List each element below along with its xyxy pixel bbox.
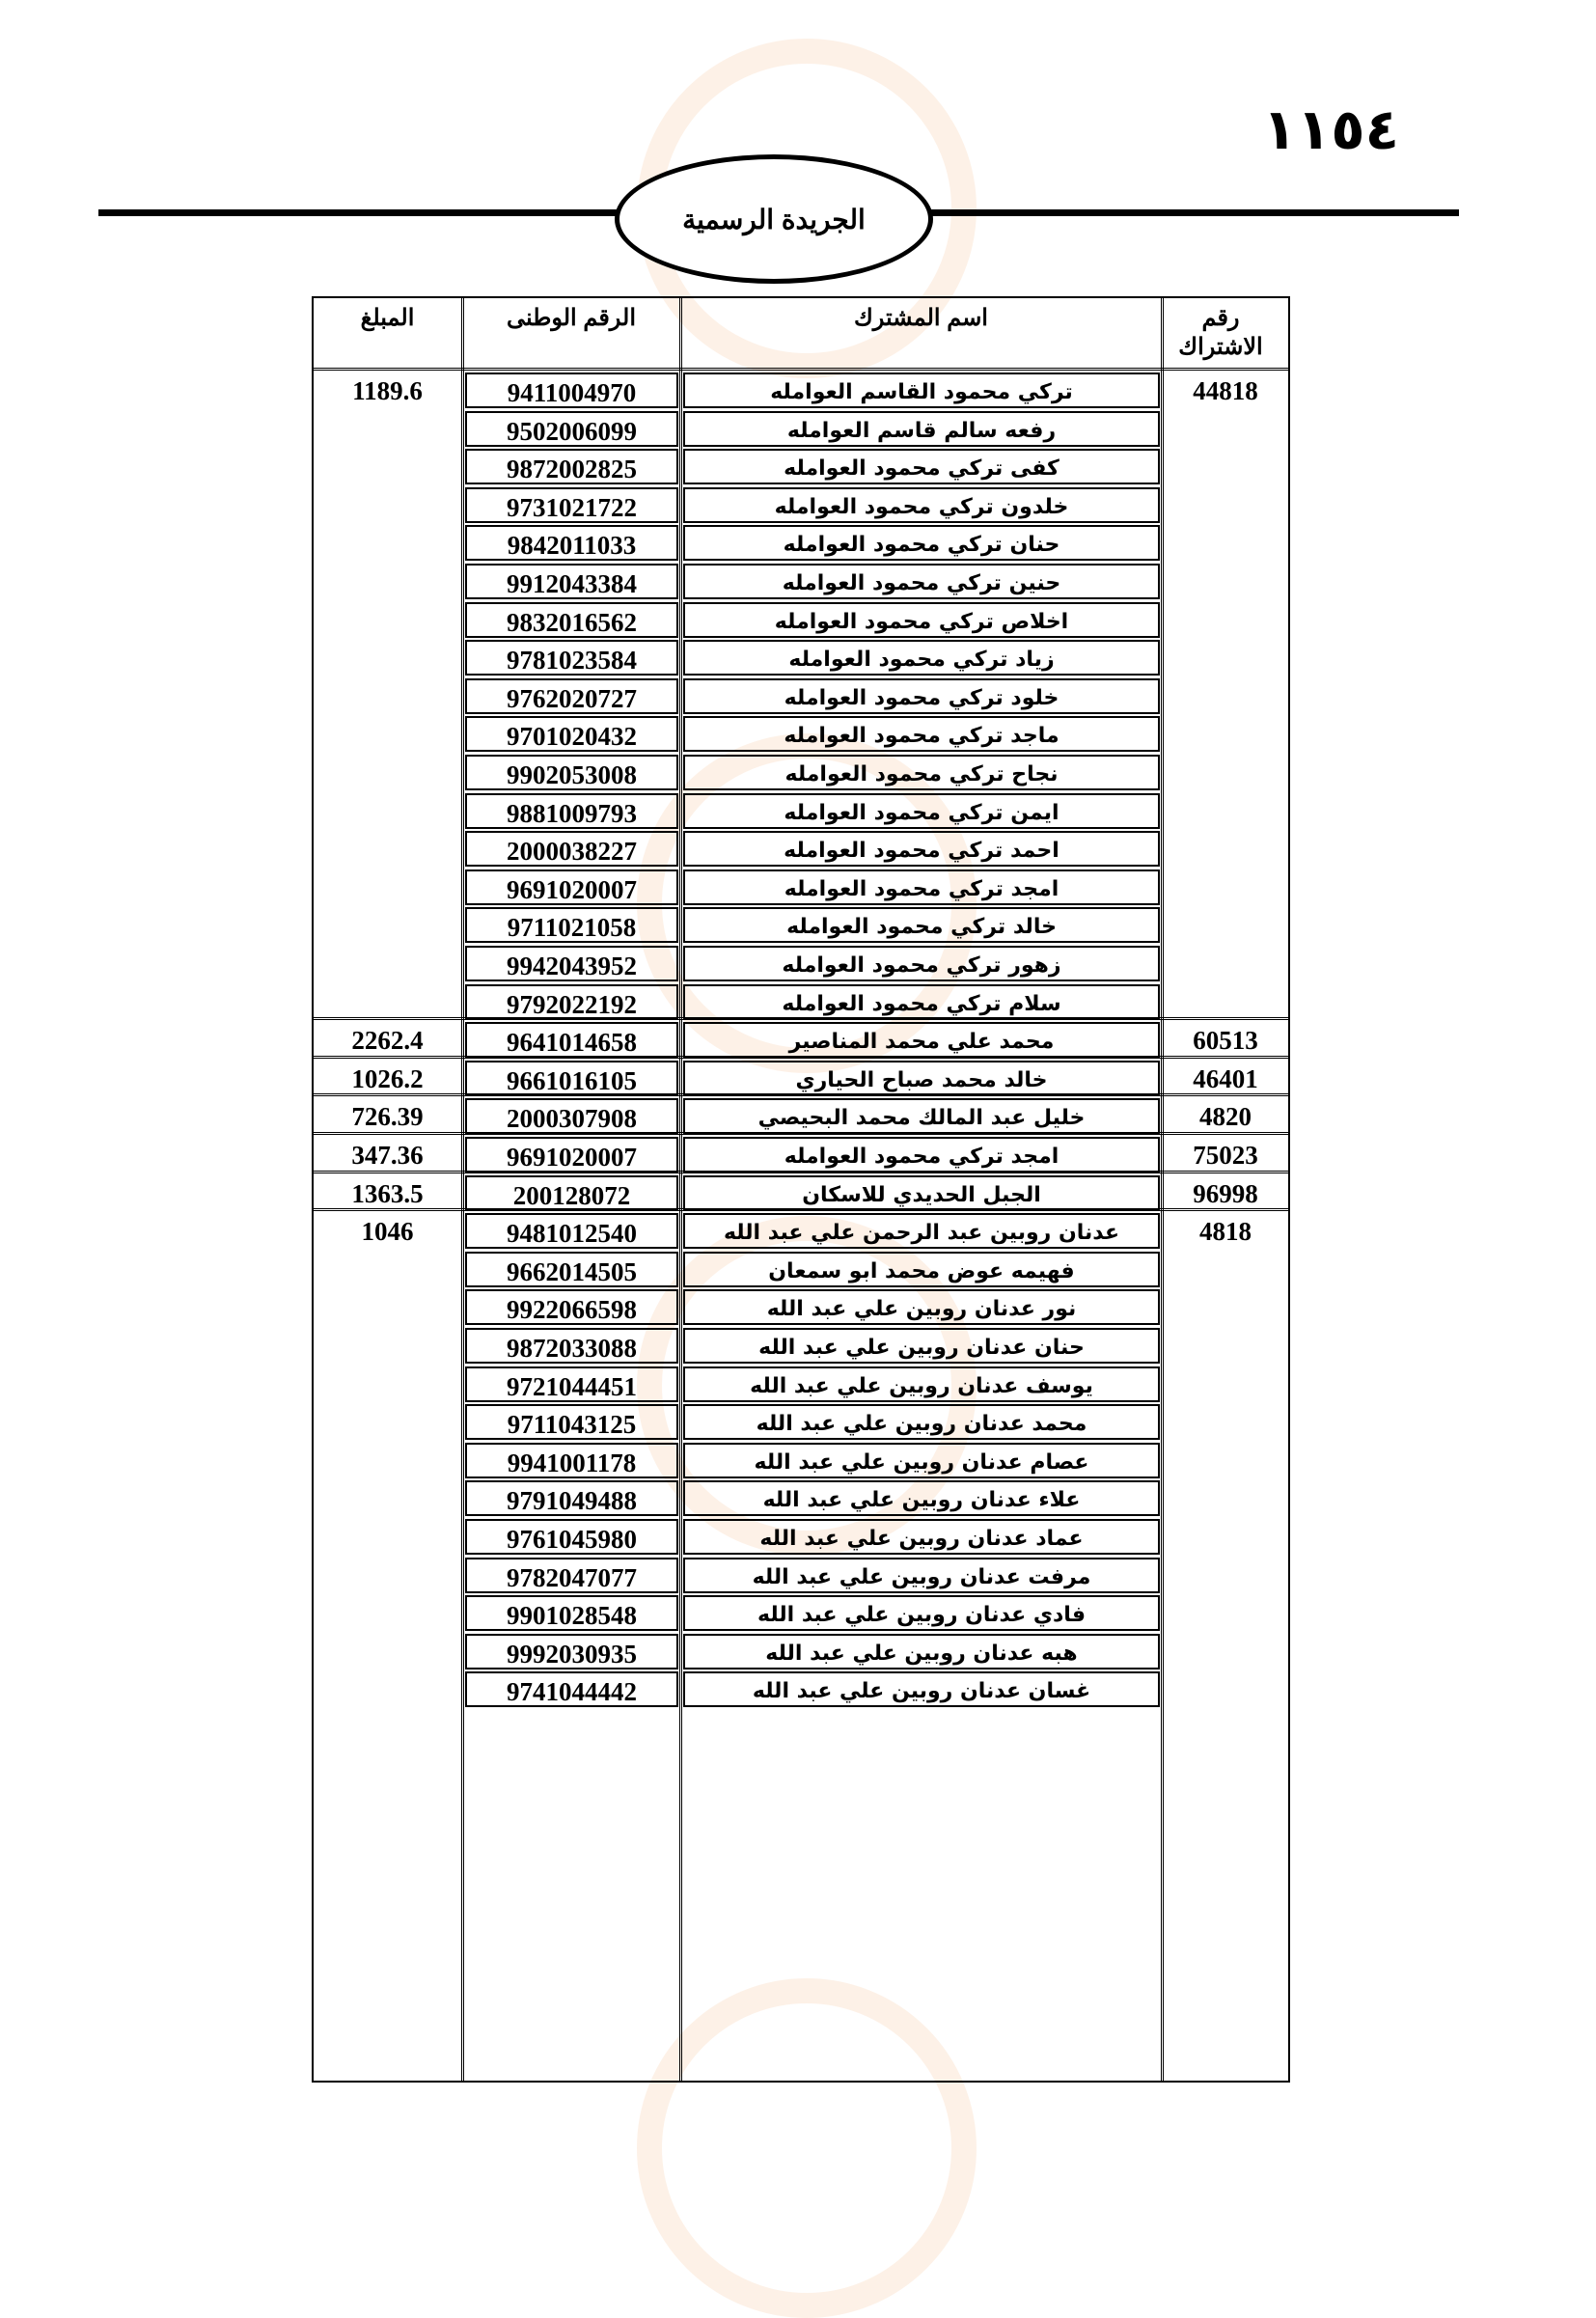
national-id-cell: 9411004970 bbox=[465, 373, 678, 408]
amount-cell: 1026.2 bbox=[351, 1063, 424, 1093]
column-divider bbox=[679, 298, 682, 2081]
amount-cell: 2262.4 bbox=[351, 1026, 424, 1056]
row-divider bbox=[314, 1017, 1288, 1020]
row-divider bbox=[314, 1093, 1288, 1096]
gazette-title-text: الجريدة الرسمية bbox=[682, 204, 866, 235]
column-divider bbox=[461, 298, 464, 2081]
subscriber-name-cell: اخلاص تركي محمود العوامله bbox=[683, 602, 1160, 638]
gazette-title bbox=[615, 154, 933, 284]
row-divider bbox=[314, 1208, 1288, 1211]
national-id-cell: 2000307908 bbox=[465, 1098, 678, 1134]
subscriber-name-cell: زهور تركي محمود العوامله bbox=[683, 946, 1160, 981]
national-id-cell: 9992030935 bbox=[465, 1634, 678, 1670]
subscriber-name-cell: محمد عدنان روبين علي عبد الله bbox=[683, 1404, 1160, 1440]
subscriber-name-cell: تركي محمود القاسم العوامله bbox=[683, 373, 1160, 408]
subscriber-name-cell: ماجد تركي محمود العوامله bbox=[683, 716, 1160, 752]
national-id-cell: 9741044442 bbox=[465, 1671, 678, 1707]
subscription-no-cell: 46401 bbox=[1193, 1063, 1258, 1093]
national-id-cell: 9661016105 bbox=[465, 1061, 678, 1096]
subscriber-name-cell: احمد تركي محمود العوامله bbox=[683, 831, 1160, 867]
national-id-cell: 9721044451 bbox=[465, 1366, 678, 1402]
row-divider bbox=[314, 1056, 1288, 1059]
subscriber-name-cell: امجد تركي محمود العوامله bbox=[683, 1137, 1160, 1173]
header-subscriber-name: اسم المشترك bbox=[854, 305, 988, 331]
national-id-cell: 9701020432 bbox=[465, 716, 678, 752]
row-divider bbox=[314, 1171, 1288, 1173]
national-id-cell: 9791049488 bbox=[465, 1480, 678, 1516]
national-id-cell: 9761045980 bbox=[465, 1519, 678, 1555]
national-id-cell: 9881009793 bbox=[465, 793, 678, 829]
subscriber-name-cell: حنين تركي محمود العوامله bbox=[683, 564, 1160, 599]
national-id-cell: 9481012540 bbox=[465, 1213, 678, 1249]
subscriber-name-cell: نجاح تركي محمود العوامله bbox=[683, 755, 1160, 790]
subscriber-name-cell: رفعه سالم قاسم العوامله bbox=[683, 411, 1160, 447]
national-id-cell: 200128072 bbox=[465, 1175, 678, 1211]
subscription-no-cell: 4818 bbox=[1199, 1217, 1252, 1247]
subscriber-name-cell: محمد علي محمد المناصير bbox=[683, 1022, 1160, 1058]
header-national-id: الرقم الوطنى bbox=[506, 305, 637, 331]
subscription-no-cell: 75023 bbox=[1193, 1141, 1258, 1170]
subscription-no-cell: 44818 bbox=[1193, 376, 1258, 405]
national-id-cell: 9942043952 bbox=[465, 946, 678, 981]
subscriber-name-cell: حنان عدنان روبين علي عبد الله bbox=[683, 1328, 1160, 1364]
subscriber-name-cell: كفى تركي محمود العوامله bbox=[683, 449, 1160, 484]
national-id-cell: 9762020727 bbox=[465, 678, 678, 714]
subscriber-name-cell: خالد محمد صباح الحياري bbox=[683, 1061, 1160, 1096]
subscriber-name-cell: الجبل الحديدي للاسكان bbox=[683, 1175, 1160, 1211]
subscriber-name-cell: نور عدنان روبين علي عبد الله bbox=[683, 1289, 1160, 1325]
national-id-cell: 9691020007 bbox=[465, 869, 678, 905]
subscriber-name-cell: فادي عدنان روبين علي عبد الله bbox=[683, 1595, 1160, 1631]
national-id-cell: 9641014658 bbox=[465, 1022, 678, 1058]
national-id-cell: 9912043384 bbox=[465, 564, 678, 599]
subscriber-name-cell: غسان عدنان روبين علي عبد الله bbox=[683, 1671, 1160, 1707]
amount-cell: 1189.6 bbox=[352, 376, 423, 405]
national-id-cell: 9782047077 bbox=[465, 1558, 678, 1593]
national-id-cell: 9691020007 bbox=[465, 1137, 678, 1173]
subscriber-name-cell: سلام تركي محمود العوامله bbox=[683, 984, 1160, 1020]
subscriber-name-cell: خالد تركي محمود العوامله bbox=[683, 907, 1160, 943]
subscriber-name-cell: هبه عدنان روبين علي عبد الله bbox=[683, 1634, 1160, 1670]
subscriber-name-cell: ايمن تركي محمود العوامله bbox=[683, 793, 1160, 829]
amount-cell: 347.36 bbox=[351, 1141, 424, 1170]
national-id-cell: 9662014505 bbox=[465, 1252, 678, 1287]
amount-cell: 726.39 bbox=[351, 1102, 424, 1132]
subscriber-name-cell: عدنان روبين عبد الرحمن علي عبد الله bbox=[683, 1213, 1160, 1249]
national-id-cell: 9901028548 bbox=[465, 1595, 678, 1631]
subscriber-name-cell: عصام عدنان روبين علي عبد الله bbox=[683, 1443, 1160, 1478]
subscription-no-cell: 60513 bbox=[1193, 1026, 1258, 1056]
national-id-cell: 9781023584 bbox=[465, 640, 678, 676]
subscriber-name-cell: علاء عدنان روبين علي عبد الله bbox=[683, 1480, 1160, 1516]
national-id-cell: 9902053008 bbox=[465, 755, 678, 790]
national-id-cell: 9832016562 bbox=[465, 602, 678, 638]
national-id-cell: 9792022192 bbox=[465, 984, 678, 1020]
national-id-cell: 9711021058 bbox=[465, 907, 678, 943]
subscriber-name-cell: يوسف عدنان روبين علي عبد الله bbox=[683, 1366, 1160, 1402]
amount-cell: 1046 bbox=[361, 1217, 414, 1247]
subscriber-name-cell: خلدون تركي محمود العوامله bbox=[683, 487, 1160, 523]
amount-cell: 1363.5 bbox=[351, 1178, 424, 1208]
page-number: ١١٥٤ bbox=[1262, 97, 1399, 162]
subscriber-name-cell: مرفت عدنان روبين علي عبد الله bbox=[683, 1558, 1160, 1593]
subscriber-name-cell: حنان تركي محمود العوامله bbox=[683, 525, 1160, 561]
row-divider bbox=[314, 1132, 1288, 1135]
subscriber-name-cell: عماد عدنان روبين علي عبد الله bbox=[683, 1519, 1160, 1555]
header-subscription-no: رقم الاشتراك bbox=[1178, 305, 1263, 360]
subscription-no-cell: 4820 bbox=[1199, 1102, 1252, 1132]
national-id-cell: 9711043125 bbox=[465, 1404, 678, 1440]
national-id-cell: 9731021722 bbox=[465, 487, 678, 523]
subscriber-name-cell: فهيمه عوض محمد ابو سمعان bbox=[683, 1252, 1160, 1287]
national-id-cell: 9922066598 bbox=[465, 1289, 678, 1325]
national-id-cell: 2000038227 bbox=[465, 831, 678, 867]
subscriber-name-cell: زياد تركي محمود العوامله bbox=[683, 640, 1160, 676]
subscriber-name-cell: خليل عبد المالك محمد البحيصي bbox=[683, 1098, 1160, 1134]
subscriber-name-cell: امجد تركي محمود العوامله bbox=[683, 869, 1160, 905]
subscribers-table bbox=[312, 296, 1290, 2083]
row-divider bbox=[314, 368, 1288, 371]
national-id-cell: 9502006099 bbox=[465, 411, 678, 447]
header-amount: المبلغ bbox=[360, 305, 415, 331]
subscription-no-cell: 96998 bbox=[1193, 1178, 1258, 1208]
national-id-cell: 9941001178 bbox=[465, 1443, 678, 1478]
subscriber-name-cell: خلود تركي محمود العوامله bbox=[683, 678, 1160, 714]
national-id-cell: 9842011033 bbox=[465, 525, 678, 561]
national-id-cell: 9872033088 bbox=[465, 1328, 678, 1364]
national-id-cell: 9872002825 bbox=[465, 449, 678, 484]
